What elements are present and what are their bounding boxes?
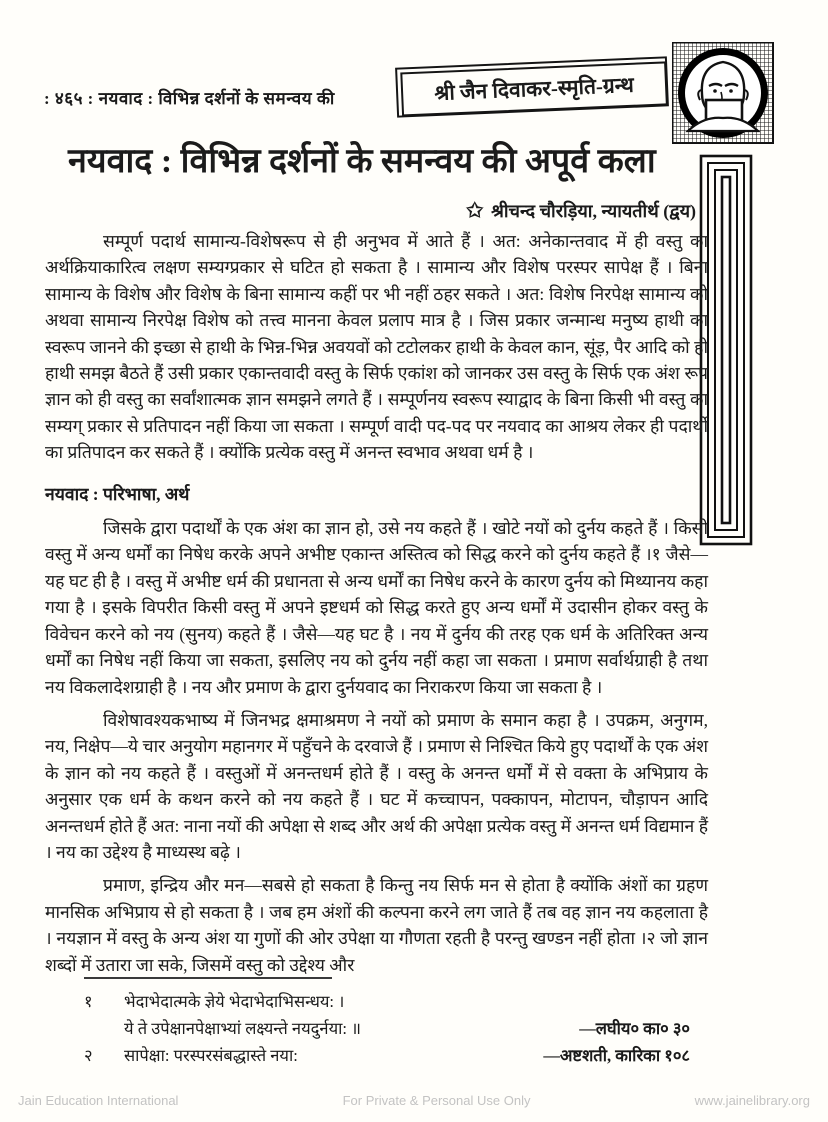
- scan-footer: [0, 1093, 828, 1108]
- banner-title: श्री जैन दिवाकर-स्मृति-ग्रन्थ: [400, 61, 668, 116]
- footer-center: For Private & Personal Use Only: [342, 1093, 531, 1108]
- footnote-separator: [84, 977, 332, 979]
- footnote-text: ये ते उपेक्षानपेक्षाभ्यां लक्ष्यन्ते नयदुर्नया: ॥: [124, 1019, 362, 1038]
- footnote-row: [84, 988, 708, 1015]
- paragraph-pramana: प्रमाण, इन्द्रिय और मन—सबसे हो सकता है किन्तु नय सिर्फ मन से होता है क्योंकि अंशों का ग्रहण मानसिक अभिप्राय से हो सकता है । जब हम अंशों की कल्पना करने लग जाते हैं तब वह ज्ञान नय कहलाता है । नयज्ञान में वस्तु के अन्य अंश या गुणों की ओर उपेक्षा या गौणता रहती है परन्तु खण्डन नहीं होता ।२ जो ज्ञान शब्दों में उतारा जा सके, जिसमें वस्तु को उद्देश्य और: [45, 875, 708, 975]
- star-icon: ✩: [466, 200, 484, 222]
- author-line: [300, 198, 696, 223]
- section-heading: नयवाद : परिभाषा, अर्थ: [45, 483, 190, 504]
- footnotes: [84, 988, 708, 1069]
- paragraph-definition: जिसके द्वारा पदार्थों के एक अंश का ज्ञान हो, उसे नय कहते हैं । खोटे नयों को दुर्नय कहते हैं । किसी वस्तु में अन्य धर्मों का निषेध करके अपने अभीष्ट एकान्त अस्तित्व को सिद्ध करने को दुर्नय कहते हैं ।१ जैसे—यह घट ही है । वस्तु में अभीष्ट धर्म की प्रधानता से अन्य धर्मों का निषेध करने के कारण दुर्नय को मिथ्यानय कहा गया है । इसके विपरीत किसी वस्तु में अपने इष्टधर्म को सिद्ध करते हुए अन्य धर्मों में उदासीन होकर वस्तु के विवेचन करने को नय (सुनय) कहते हैं । जैसे—यह घट है । नय में दुर्नय की तरह एक धर्म के अतिरिक्त अन्य धर्मों का निषेध नहीं किया जा सकता, इसलिए नय को दुर्नय नहीं कहा जा सकता । प्रमाण सर्वार्थग्राही है तथा नय विकलादेशग्राही है । नय और प्रमाण के द्वारा दुर्नयवाद का निराकरण किया जा सकता है ।: [45, 518, 708, 697]
- footnote-text: भेदाभेदात्मके ज्ञेये भेदाभेदाभिसन्धय: ।: [124, 992, 345, 1011]
- footnote-reference: —लघीय० का० ३०: [579, 1019, 690, 1038]
- paragraph-intro: सम्पूर्ण पदार्थ सामान्य-विशेषरूप से ही अनुभव में आते हैं । अत: अनेकान्तवाद में ही वस्तु का अर्थक्रियाकारित्व लक्षण सम्यग्प्रकार से घटित हो सकता है । सामान्य और विशेष परस्पर सापेक्ष हैं । बिना सामान्य के विशेष और विशेष के बिना सामान्य कहीं पर भी नहीं ठहर सकते । अत: विशेष निरपेक्ष सामान्य को अथवा सामान्य निरपेक्ष विशेष को तत्त्व मानना केवल प्रलाप मात्र है । जिस प्रकार जन्मान्ध मनुष्य हाथी का स्वरूप जानने की इच्छा से हाथी के भिन्न-भिन्न अवयवों को टटोलकर हाथी के केवल कान, सूंड़, पैर आदि को ही हाथी समझ बैठते हैं उसी प्रकार एकान्तवादी वस्तु के सिर्फ एकांश को जानकर उस वस्तु के सिर्फ एक अंश रूप ज्ञान को ही वस्तु का सर्वांशात्मक ज्ञान समझने लगते हैं । सम्पूर्णनय स्वरूप स्याद्वाद के बिना किसी भी वस्तु का सम्यग् प्रकार से प्रतिपादन नहीं किया जा सकता । सम्पूर्ण वादी पद-पद पर नयवाद का आश्रय लेकर ही पदार्थों का प्रतिपादन कर सकते हैं । क्योंकि प्रत्येक वस्तु में अनन्त स्वभाव अथवा धर्म है ।: [45, 231, 708, 463]
- footnote-reference: —अष्टशती, कारिका १०८: [543, 1046, 690, 1065]
- banner-box: [395, 56, 669, 117]
- author-name: श्रीचन्द चौरड़िया, न्यायतीर्थ (द्वय): [491, 201, 696, 221]
- footer-right: www.jainelibrary.org: [694, 1093, 810, 1108]
- footnote-row: [84, 1015, 708, 1042]
- article-body: [45, 228, 708, 978]
- page-title: नयवाद : विभिन्न दर्शनों के समन्वय की अपूर्व कला: [68, 143, 656, 180]
- footnote-number: [84, 1015, 124, 1042]
- footer-left: Jain Education International: [18, 1093, 179, 1108]
- monk-portrait-image: [672, 42, 774, 144]
- footnote-row: [84, 1042, 708, 1069]
- footnote-number: १: [84, 992, 93, 1011]
- footnote-number: २: [84, 1046, 93, 1065]
- paragraph-visheshavashyak: विशेषावश्यकभाष्य में जिनभद्र क्षमाश्रमण ने नयों को प्रमाण के समान कहा है । उपक्रम, अनुगम, नय, निक्षेप—ये चार अनुयोग महानगर में पहुँचने के दरवाजे हैं । प्रमाण से निश्चित किये हुए पदार्थों के एक अंश के ज्ञान को नय कहते हैं । वस्तुओं में अनन्तधर्म होते हैं । वस्तु के अनन्त धर्मों में से वक्ता के अभिप्राय के अनुसार एक धर्म के कथन करने को नय कहते हैं । घट में कच्चापन, पक्कापन, मोटापन, चौड़ापन आदि अनन्तधर्म होते हैं अत: नाना नयों की अपेक्षा से शब्द और अर्थ की अपेक्षा प्रत्येक वस्तु में अनन्त धर्म विद्यमान हैं । नय का उद्देश्य है माध्यस्थ बढ़े ।: [45, 709, 708, 862]
- monk-portrait-icon: [672, 42, 774, 144]
- footnote-reference: [690, 988, 708, 1015]
- footnote-text: सापेक्षा: परस्परसंबद्धास्ते नया:: [124, 1046, 298, 1065]
- running-header-page-number: : ४६५ : नयवाद : विभिन्न दर्शनों के समन्वय की: [44, 89, 335, 108]
